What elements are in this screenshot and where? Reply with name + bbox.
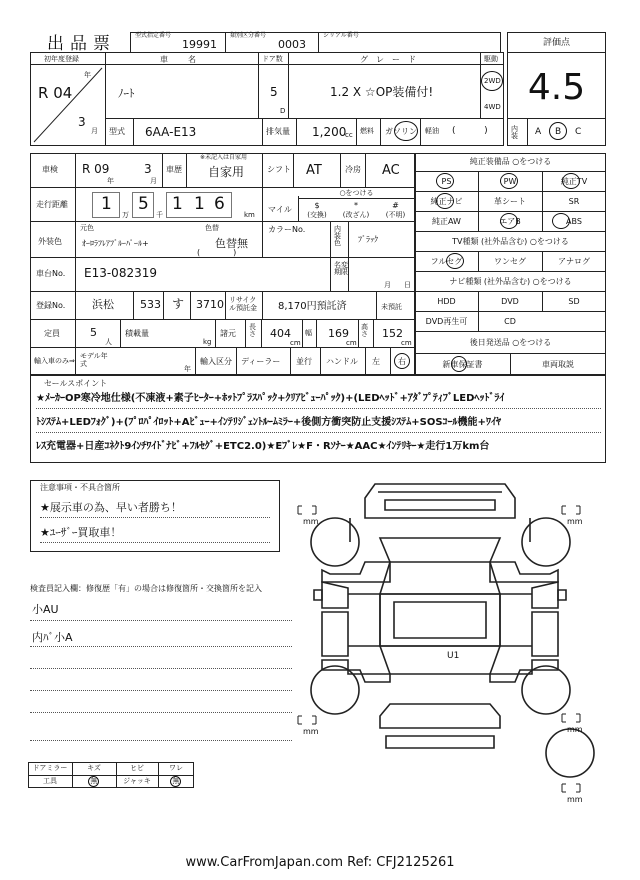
drive-label: 駆動: [484, 55, 498, 63]
handle-right: 右: [398, 357, 406, 366]
length-cm: cm: [290, 339, 301, 347]
legend-door-mirror: ドアミラー: [32, 764, 68, 772]
handle-right-circle: [394, 353, 410, 369]
interior-a: A: [535, 127, 542, 137]
color-paint-bracket: ( ): [197, 248, 237, 257]
equip-tv-circle: [562, 173, 580, 189]
color-paint: 色替無: [215, 237, 248, 250]
tv-analog: アナログ: [558, 257, 590, 266]
docs-manual: 車両取説: [542, 360, 574, 369]
katashiki-label: 型式指定番号: [135, 32, 172, 39]
legend-jack: ジャッキ: [123, 777, 151, 785]
other-fuel-bracket: ( ): [452, 126, 488, 136]
equip-navi-circle: [436, 193, 454, 209]
navi-sd: SD: [568, 297, 580, 306]
interior-label: 内装: [511, 125, 518, 140]
doors: 5: [270, 85, 278, 99]
height: 152: [382, 327, 403, 340]
mileage-digit-2: 5: [138, 194, 149, 214]
shaken-year: R 09: [82, 162, 110, 176]
equip-pw-circle: [500, 173, 518, 189]
handle-label: ハンドル: [326, 357, 358, 366]
model: 6AA-E13: [145, 125, 197, 139]
equip-ps: PS: [441, 177, 452, 186]
sales-label: セールスポイント: [44, 379, 108, 388]
width-label: 幅: [305, 329, 312, 337]
mile-label: マイル: [268, 205, 292, 214]
legend-tools: 工具: [43, 777, 57, 785]
tv-title: TV種類 (社外品含む) ○をつける: [452, 237, 569, 246]
odo-opt-unknown: #: [392, 201, 399, 210]
legend-jack-circle: [170, 776, 181, 787]
odo-opt-unknown-label: (不明): [385, 211, 406, 219]
shaken-label: 車検: [42, 165, 58, 174]
car-diagram: [290, 478, 606, 808]
ruibetsu-label: 類別区分番号: [230, 32, 267, 39]
legend-jack-none: 無: [172, 777, 180, 785]
recycle-label: リサイクル預託金: [229, 296, 257, 313]
inspector-line-2: 内ﾊﾞ小A: [32, 631, 73, 644]
std-equipment-title: 純正装備品 ○をつける: [469, 157, 552, 166]
odo-opt-swap-label: (交換): [307, 211, 327, 219]
score-label: 評価点: [542, 38, 570, 48]
first-reg-label: 初年度登録: [44, 55, 79, 63]
name-change-month: 月: [384, 281, 391, 289]
equip-tv: 純正TV: [560, 177, 588, 186]
navi-cd: CD: [504, 317, 516, 326]
mileage-man: 万: [122, 211, 129, 219]
equip-navi: 純正ナビ: [430, 197, 463, 206]
navi-dvd: DVD: [501, 297, 519, 306]
shift-label: シフト: [267, 165, 291, 174]
shift: AT: [306, 163, 322, 178]
navi-title: ナビ種類 (社外品含む) ○をつける: [449, 277, 572, 286]
capacity-unit: 人: [105, 338, 112, 346]
ac: AC: [382, 163, 400, 178]
equip-leather: 革シート: [494, 197, 526, 206]
fuel: ガソリン: [385, 127, 417, 136]
spare-tire: [546, 729, 594, 777]
color-no-label: カラーNo.: [268, 225, 306, 234]
sales-line-3: ﾚｽ充電器+日産ｺﾈｸﾄ9ｲﾝﾁﾜｲﾄﾞﾅﾋﾞ+ﾌﾙｾｸﾞ+ETC2.0)★Eﾌﾞﾚ★F・Rｿﾅｰ★AAC★ｲﾝﾃﾘｷｰ★走行1万km台: [36, 441, 490, 452]
docs-warranty: 新車保証書: [442, 360, 483, 369]
handle-left: 左: [372, 357, 380, 366]
car-type-note: ※未記入は自家用: [200, 154, 248, 161]
color-orig-label: 元色: [80, 224, 94, 232]
reg-num: 3710: [196, 298, 224, 311]
load-label: 積載量: [125, 329, 149, 338]
reg-kana: す: [172, 297, 185, 311]
odo-opt-tamper-label: (改ざん): [342, 211, 370, 219]
reg-divider-slash: [30, 64, 105, 146]
legend-ware: ワレ: [169, 764, 183, 772]
capacity: 5: [90, 326, 97, 339]
color-paint-label: 色替: [205, 224, 219, 232]
score-value: 4.5: [527, 67, 586, 108]
height-label: 高さ: [361, 323, 368, 338]
door-type: D: [280, 107, 286, 115]
sheet-title: 出品票: [47, 34, 116, 54]
docs-title: 後日発送品 ○をつける: [469, 338, 552, 347]
notes-label: 注意事項・不具合箇所: [40, 483, 120, 492]
model-label: 型式: [109, 127, 125, 136]
sales-line-1: ★ﾒｰｶｰOP寒冷地仕様(不凍液+素子ﾋｰﾀｰ+ﾎｯﾄﾌﾟﾗｽﾊﾟｯｸ+ｸﾘｱﾋﾞｭｰﾊﾟｯｸ)+(LEDﾍｯﾄﾞ+ｱﾀﾞﾌﾟﾃｨﾌﾞLEDﾍｯﾄﾞﾗｲ: [36, 393, 505, 404]
equip-airbag: エアB: [499, 217, 521, 226]
light-oil-label: 軽油: [425, 127, 439, 135]
parallel: 並行: [296, 357, 312, 366]
equip-ps-circle: [436, 173, 454, 189]
mm-front-left: mm: [303, 517, 319, 526]
equip-pw: PW: [503, 177, 517, 186]
fuel-label: 燃料: [360, 127, 374, 135]
name-change-day: 日: [404, 281, 411, 289]
inspector-label: 検査員記入欄：修復歴「有」の場合は修復箇所・交換箇所を記入: [30, 584, 262, 593]
width-cm: cm: [346, 339, 357, 347]
shaken-month-mark: 月: [150, 177, 157, 185]
cc-unit: cc: [345, 131, 353, 139]
capacity-label: 定員: [44, 329, 60, 338]
reg-label: 登録No.: [36, 301, 66, 310]
recycle: 8,170円預託済: [278, 301, 347, 312]
car-name-label: 車名: [160, 55, 216, 64]
kg-unit: kg: [203, 338, 212, 346]
equip-aw: 純正AW: [432, 217, 461, 226]
legend-tools-circle: [88, 776, 99, 787]
first-reg-year: R 04: [38, 84, 73, 102]
mm-rear-right: mm: [567, 725, 583, 734]
import-kind-label: 輸入区分: [200, 357, 232, 366]
length-label: 長さ: [249, 323, 256, 338]
shaken-year-mark: 年: [107, 177, 114, 185]
year-mark: 年: [84, 71, 91, 79]
displacement-label: 排気量: [266, 127, 290, 136]
color-orig: ｵｰﾛﾗﾌﾚｱﾌﾞﾙｰﾊﾟｰﾙ+: [82, 239, 149, 248]
navi-hdd: HDD: [437, 297, 456, 306]
mm-front-right: mm: [567, 517, 583, 526]
first-reg-month: 3: [78, 115, 86, 129]
chassis-label: 車台No.: [36, 269, 66, 278]
dealer: ディーラー: [241, 357, 281, 366]
legend-kizu: キズ: [87, 764, 101, 772]
equip-airbag-circle: [500, 213, 518, 229]
displacement: 1,200: [312, 125, 347, 139]
ac-label: 冷房: [345, 165, 361, 174]
mileage-sen: 千: [156, 211, 163, 219]
mm-rear-left: mm: [303, 727, 319, 736]
model-year-label: モデル年式: [80, 352, 108, 369]
mileage-digit-4: 1: [194, 194, 205, 214]
docs-warranty-circle: [451, 356, 467, 372]
chassis: E13-082319: [84, 266, 157, 280]
serial-label: シリアル番号: [323, 32, 359, 39]
doors-label: ドア数: [262, 55, 283, 63]
mileage-km: km: [244, 211, 255, 219]
month-mark: 月: [91, 127, 98, 135]
odo-opt-swap: $: [314, 201, 320, 210]
reg-city: 浜松: [92, 298, 114, 311]
legend-tools-none: 無: [90, 777, 98, 785]
fuel-circle: [394, 121, 418, 141]
tv-fullseg-circle: [446, 253, 464, 269]
unpaid: 未預託: [381, 303, 402, 311]
drive-4wd: 4WD: [484, 103, 501, 111]
equip-abs-circle: [552, 213, 570, 229]
odo-note: ○をつける: [339, 189, 374, 197]
equip-sr: SR: [568, 197, 580, 206]
navi-dvd-play: DVD再生可: [425, 317, 468, 326]
sales-line-2: ﾄｼｽﾃﾑ+LEDﾌｫｸﾞ)+(ﾌﾟﾛﾊﾟｲﾛｯﾄ+Aﾋﾞｭｰ+ｲﾝﾃﾘｼﾞｪﾝﾄﾙｰﾑﾐﾗｰ+後側方衝突防止支援ｼｽﾃﾑ+SOSｺｰﾙ機能+ﾜｲﾔ: [36, 417, 501, 428]
mm-spare: mm: [567, 795, 583, 804]
odo-opt-tamper: *: [354, 201, 358, 210]
mileage-digit-5: 6: [214, 194, 225, 214]
interior-b-circle: [549, 122, 567, 140]
import-label: 輸入車のみ⇒: [34, 357, 75, 365]
interior-color-label: 内装色: [334, 225, 341, 247]
mileage-digit-3: 1: [172, 194, 183, 214]
legend-hibi: ヒビ: [130, 764, 144, 772]
tv-fullseg: フルセグ: [430, 257, 463, 266]
katashiki-value: 19991: [182, 38, 217, 51]
notes-line-1: ★展示車の為、早い者勝ち！: [40, 501, 182, 514]
notes-line-2: ★ﾕｰｻﾞｰ買取車！: [40, 526, 122, 539]
shaken-month: 3: [144, 162, 152, 176]
car-type: 自家用: [208, 165, 245, 179]
color-label: 外装色: [38, 237, 62, 246]
diagram-mark-u1: U1: [447, 651, 460, 661]
width: 169: [328, 327, 349, 340]
interior-c: C: [575, 127, 582, 137]
inspector-line-1: 小AU: [32, 603, 59, 616]
car-type-label: 車歴: [166, 165, 182, 174]
reg-class: 533: [140, 298, 161, 311]
mileage-label: 走行距離: [36, 200, 68, 209]
drive-2wd: 2WD: [484, 77, 501, 85]
height-cm: cm: [401, 339, 412, 347]
interior-color: ﾌﾞﾗｯｸ: [358, 235, 378, 244]
model-year-mark: 年: [184, 365, 191, 373]
car-name: ﾉｰﾄ: [118, 87, 135, 100]
drive-2wd-circle: [481, 71, 503, 91]
footer-ref: www.CarFromJapan.com Ref: CFJ2125261: [185, 855, 455, 870]
tv-oneseg: ワンセグ: [494, 257, 526, 266]
interior-b: B: [555, 127, 562, 137]
equip-abs: ABS: [566, 217, 582, 226]
length: 404: [270, 327, 291, 340]
grade-label: グレード: [360, 55, 424, 64]
grade: 1.2 X ☆OP装備付!: [330, 85, 434, 99]
ruibetsu-value: 0003: [278, 38, 306, 51]
mileage-digit-1: 1: [101, 194, 112, 214]
spec-label: 諸元: [220, 329, 236, 338]
name-change-label: 名変期限: [334, 261, 348, 276]
